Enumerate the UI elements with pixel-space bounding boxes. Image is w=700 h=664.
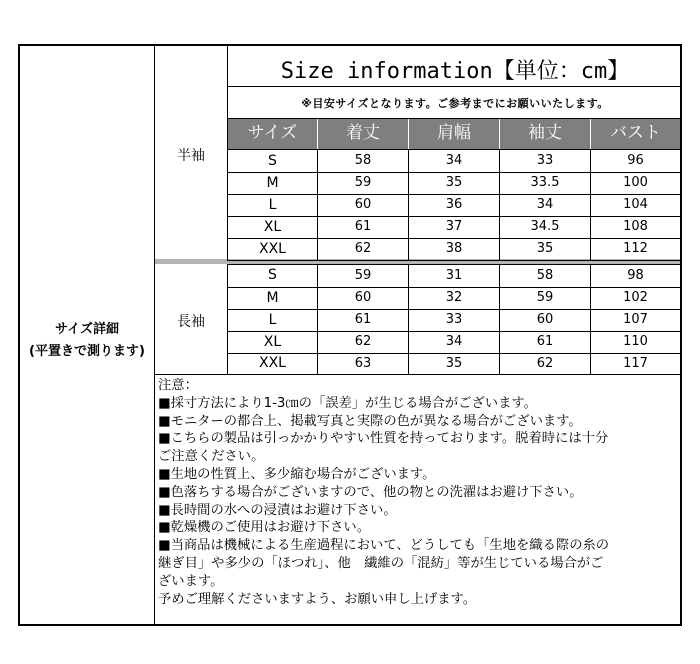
- cell-bust: 98: [627, 268, 644, 283]
- cell-length: 58: [354, 153, 372, 168]
- cell-shoulder: 33: [445, 312, 463, 327]
- cell-sleeve: 62: [536, 356, 554, 371]
- cell-shoulder: 35: [445, 356, 463, 371]
- header-bust: バスト: [591, 119, 680, 149]
- cell-bust: 96: [627, 153, 644, 168]
- cell-shoulder: 34: [445, 153, 463, 168]
- header-length: 着丈: [318, 119, 408, 149]
- cell-size: L: [268, 312, 277, 328]
- cell-shoulder: 38: [445, 241, 463, 256]
- cell-sleeve: 61: [536, 334, 554, 349]
- outer-border-bottom: [18, 624, 682, 626]
- cell-size: XL: [263, 219, 282, 235]
- cell-sleeve: 58: [536, 268, 554, 283]
- cell-shoulder: 37: [445, 219, 463, 234]
- cell-shoulder: 31: [445, 268, 463, 283]
- note-line: ■乾燥機のご使用はお避け下さい。: [158, 520, 371, 536]
- notes-section: [158, 377, 678, 608]
- cell-sleeve: 33: [536, 153, 554, 168]
- cell-sleeve: 35: [536, 241, 554, 256]
- outer-border-right: [680, 44, 682, 626]
- header-size: サイズ: [228, 119, 317, 149]
- cell-length: 63: [354, 356, 372, 371]
- cell-size: XXL: [259, 241, 286, 257]
- cell-size: XL: [263, 334, 282, 350]
- cell-length: 62: [354, 241, 372, 256]
- size-detail-title: サイズ詳細: [55, 322, 119, 337]
- header-shoulder: 肩幅: [409, 119, 499, 149]
- header-sleeve: 袖丈: [500, 119, 590, 149]
- size-detail-subtitle: (平置きで測ります): [29, 344, 145, 359]
- note-line: ご注意ください。: [158, 449, 265, 465]
- cell-length: 60: [354, 197, 372, 212]
- cell-length: 59: [354, 175, 372, 190]
- note-line: 予めご理解くださいますよう、お願い申し上げます。: [158, 591, 477, 607]
- note-line: ■色落ちする場合がございますので、他の物との洗濯はお避け下さい。: [158, 484, 583, 500]
- cell-shoulder: 35: [445, 175, 463, 190]
- note-line: ■長時間の水への浸漬はお避け下さい。: [158, 502, 397, 518]
- cell-size: XXL: [259, 355, 286, 371]
- long-sleeve-label: 長袖: [177, 314, 205, 330]
- cell-sleeve: 34: [536, 197, 554, 212]
- cell-length: 62: [354, 334, 372, 349]
- note-line: ■採寸方法により1-3㎝の「誤差」が生じる場合がございます。: [158, 395, 537, 411]
- cell-bust: 102: [623, 290, 648, 305]
- outer-border-top: [18, 44, 682, 46]
- cell-length: 61: [354, 312, 372, 327]
- cell-length: 61: [354, 219, 372, 234]
- cell-size: S: [268, 267, 277, 283]
- note-line: 注意：: [158, 378, 198, 393]
- cell-size: M: [266, 290, 279, 306]
- cell-bust: 112: [623, 241, 648, 256]
- title-row-bottom: [227, 86, 682, 87]
- cell-sleeve: 60: [536, 312, 554, 327]
- cell-length: 59: [354, 268, 372, 283]
- note-line: ■生地の性質上、多少縮む場合がございます。: [158, 466, 436, 482]
- page-title: Size information【単位：cm】: [280, 59, 630, 84]
- cell-length: 60: [354, 290, 372, 305]
- cell-bust: 107: [623, 312, 648, 327]
- cell-bust: 117: [623, 356, 648, 371]
- note-line: ■モニターの都合上、掲載写真と実際の色が異なる場合がございます。: [158, 413, 582, 429]
- cell-shoulder: 36: [445, 197, 463, 212]
- short-sleeve-label: 半袖: [177, 148, 205, 164]
- cell-sleeve: 34.5: [530, 219, 560, 234]
- cell-bust: 108: [623, 219, 648, 234]
- note-line: ■こちらの製品は引っかかりやすい性質を持っております。脱着時には十分: [158, 431, 609, 447]
- cell-size: M: [266, 175, 279, 191]
- cell-sleeve: 59: [536, 290, 554, 305]
- cell-size: S: [268, 153, 277, 169]
- cell-size: L: [268, 197, 277, 213]
- table-row-line: [227, 260, 682, 261]
- note-line: 継ぎ目」や多少の「ほつれ」、他 繊維の「混紡」等が生じている場合がご: [158, 555, 604, 571]
- cell-shoulder: 32: [445, 290, 463, 305]
- cell-sleeve: 33.5: [530, 175, 560, 190]
- cell-bust: 110: [623, 334, 648, 349]
- table-bottom-line: [155, 374, 682, 375]
- size-detail-label: [20, 318, 154, 359]
- left-column-divider: [154, 44, 155, 626]
- note-line: ■当商品は機械による生産過程において、どうしても「生地を織る際の糸の: [158, 538, 610, 554]
- note-line: ざいます。: [158, 573, 224, 589]
- cell-bust: 100: [623, 175, 648, 190]
- reference-note: ※目安サイズとなります。ご参考までにお願いいたします。: [301, 97, 609, 110]
- cell-bust: 104: [623, 197, 648, 212]
- cell-shoulder: 34: [445, 334, 463, 349]
